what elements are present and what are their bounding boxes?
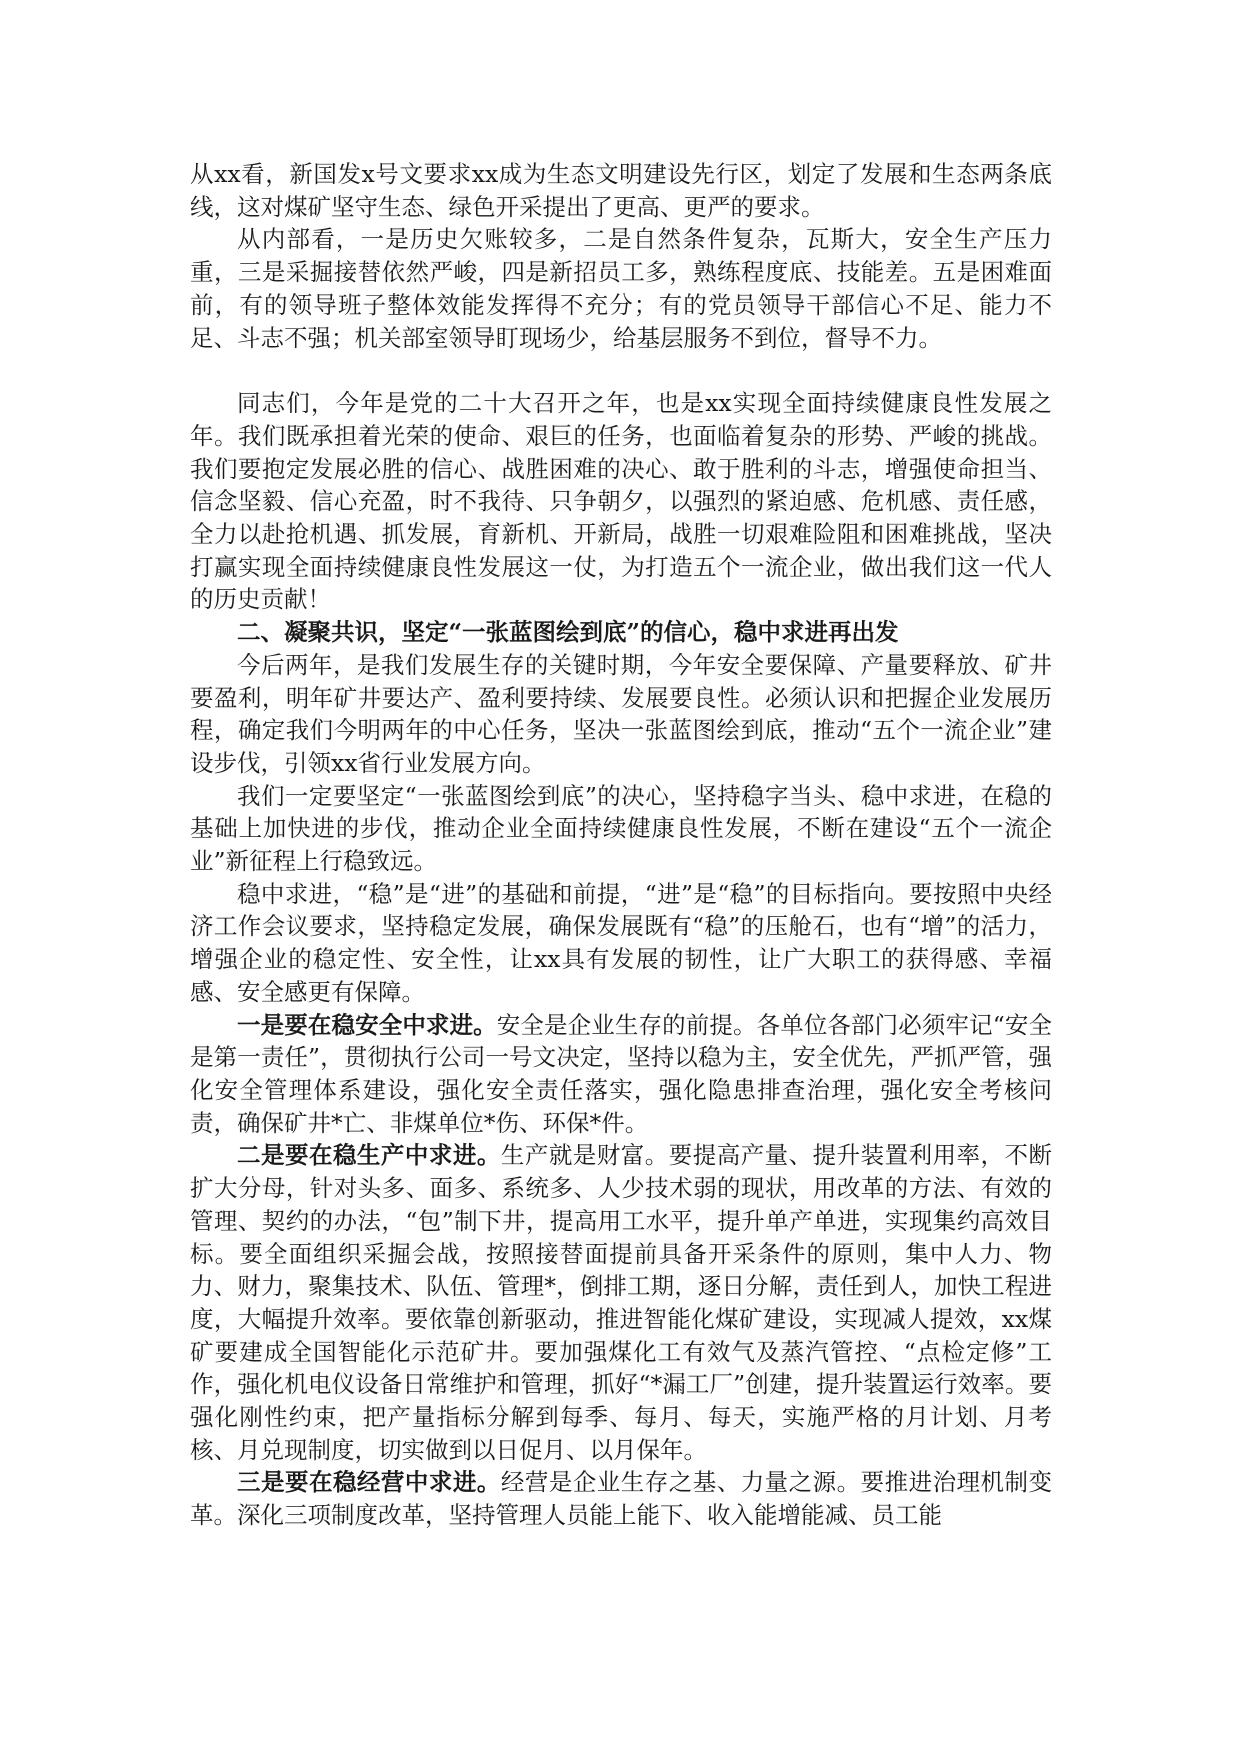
paragraph-lead: 三是要在稳经营中求进。 xyxy=(237,1468,501,1497)
paragraph-production xyxy=(190,1139,1052,1466)
paragraph-text: 今后两年，是我们发展生存的关键时期，今年安全要保障、产量要释放、矿井要盈利，明年矿井要达产、盈利要持续、发展要良性。必须认识和把握企业发展历程，确定我们今明两年的中心任务，坚决一张蓝图绘到底，推动“五个一流企业”建设步伐，引领xx省行业发展方向。 xyxy=(190,650,1052,777)
paragraph-text: 从内部看，一是历史欠账较多，二是自然条件复杂，瓦斯大，安全生产压力重，三是采掘接替依然严峻，四是新招员工多，熟练程度底、技能差。五是困难面前，有的领导班子整体效能发挥得不充分；有的党员领导干部信心不足、能力不足、斗志不强；机关部室领导盯现场少，给基层服务不到位，督导不力。 xyxy=(190,225,1052,352)
paragraph-text: 我们一定要坚定“一张蓝图绘到底”的决心，坚持稳字当头、稳中求进，在稳的基础上加快进的步伐，推动企业全面持续健康良性发展，不断在建设“五个一流企业”新征程上行稳致远。 xyxy=(190,781,1052,876)
paragraph-internal-view xyxy=(190,223,1052,354)
paragraph-operations xyxy=(190,1466,1052,1531)
paragraph-lead: 二是要在稳生产中求进。 xyxy=(237,1141,501,1170)
paragraph-text: 生产就是财富。要提高产量、提升装置利用率，不断扩大分母，针对头多、面多、系统多、人少技术弱的现状，用改革的方法、有效的管理、契约的办法，“包”制下井，提高用工水平，提升单产单进，实现集约高效目标。要全面组织采掘会战，按照接替面提前具备开采条件的原则，集中人力、物力、财力，聚集技术、队伍、管理*，倒排工期，逐日分解，责任到人，加快工程进度，大幅提升效率。要依靠创新驱动，推进智能化煤矿建设，实现减人提效，xx煤矿要建成全国智能化示范矿井。要加强煤化工有效气及蒸汽管控、“点检定修”工作，强化机电仪设备日常维护和管理，抓好“*漏工厂”创建，提升装置运行效率。要强化刚性约束，把产量指标分解到每季、每月、每天，实施严格的月计划、月考核、月兑现制度，切实做到以日促月、以月保年。 xyxy=(190,1141,1053,1464)
paragraph-comrades xyxy=(190,387,1052,616)
paragraph-safety xyxy=(190,1009,1052,1140)
paragraph-text: 稳中求进，“稳”是“进”的基础和前提，“进”是“稳”的目标指向。要按照中央经济工作会议要求，坚持稳定发展，确保发展既有“稳”的压舱石，也有“增”的活力，增强企业的稳定性、安全性，让xx具有发展的韧性，让广大职工的获得感、幸福感、安全感更有保障。 xyxy=(190,879,1052,1006)
paragraph-text: 安全是企业生存的前提。各单位各部门必须牢记“安全是第一责任”，贯彻执行公司一号文决定，坚持以稳为主，安全优先，严抓严管，强化安全管理体系建设，强化安全责任落实，强化隐患排查治理，强化安全考核问责，确保矿井*亡、非煤单位*伤、环保*件。 xyxy=(190,1010,1053,1137)
paragraph-text: 经营是企业生存之基、力量之源。要推进治理机制变革。深化三项制度改革，坚持管理人员能上能下、收入能增能减、员工能 xyxy=(190,1468,1053,1530)
paragraph-next-two-years xyxy=(190,649,1052,780)
paragraph-external-view xyxy=(190,158,1052,223)
paragraph-lead: 一是要在稳安全中求进。 xyxy=(237,1010,497,1039)
document-page xyxy=(190,158,1052,1532)
paragraph-text: 从xx看，新国发x号文要求xx成为生态文明建设先行区，划定了发展和生态两条底线，这对煤矿坚守生态、绿色开采提出了更高、更严的要求。 xyxy=(190,160,1052,221)
section-heading-text: 二、凝聚共识，坚定“一张蓝图绘到底”的信心，稳中求进再出发 xyxy=(237,618,899,647)
paragraph-stability xyxy=(190,878,1052,1009)
paragraph-text: 同志们，今年是党的二十大召开之年，也是xx实现全面持续健康良性发展之年。我们既承担着光荣的使命、艰巨的任务，也面临着复杂的形势、严峻的挑战。我们要抱定发展必胜的信心、战胜困难的决心、敢于胜利的斗志，增强使命担当、信念坚毅、信心充盈，时不我待、只争朝夕，以强烈的紧迫感、危机感、责任感，全力以赴抢机遇、抓发展，育新机、开新局，战胜一切艰难险阻和困难挑战，坚决打赢实现全面持续健康良性发展这一仗，为打造五个一流企业，做出我们这一代人的历史贡献！ xyxy=(190,389,1052,614)
paragraph-blueprint xyxy=(190,780,1052,878)
section-heading xyxy=(190,616,1052,649)
